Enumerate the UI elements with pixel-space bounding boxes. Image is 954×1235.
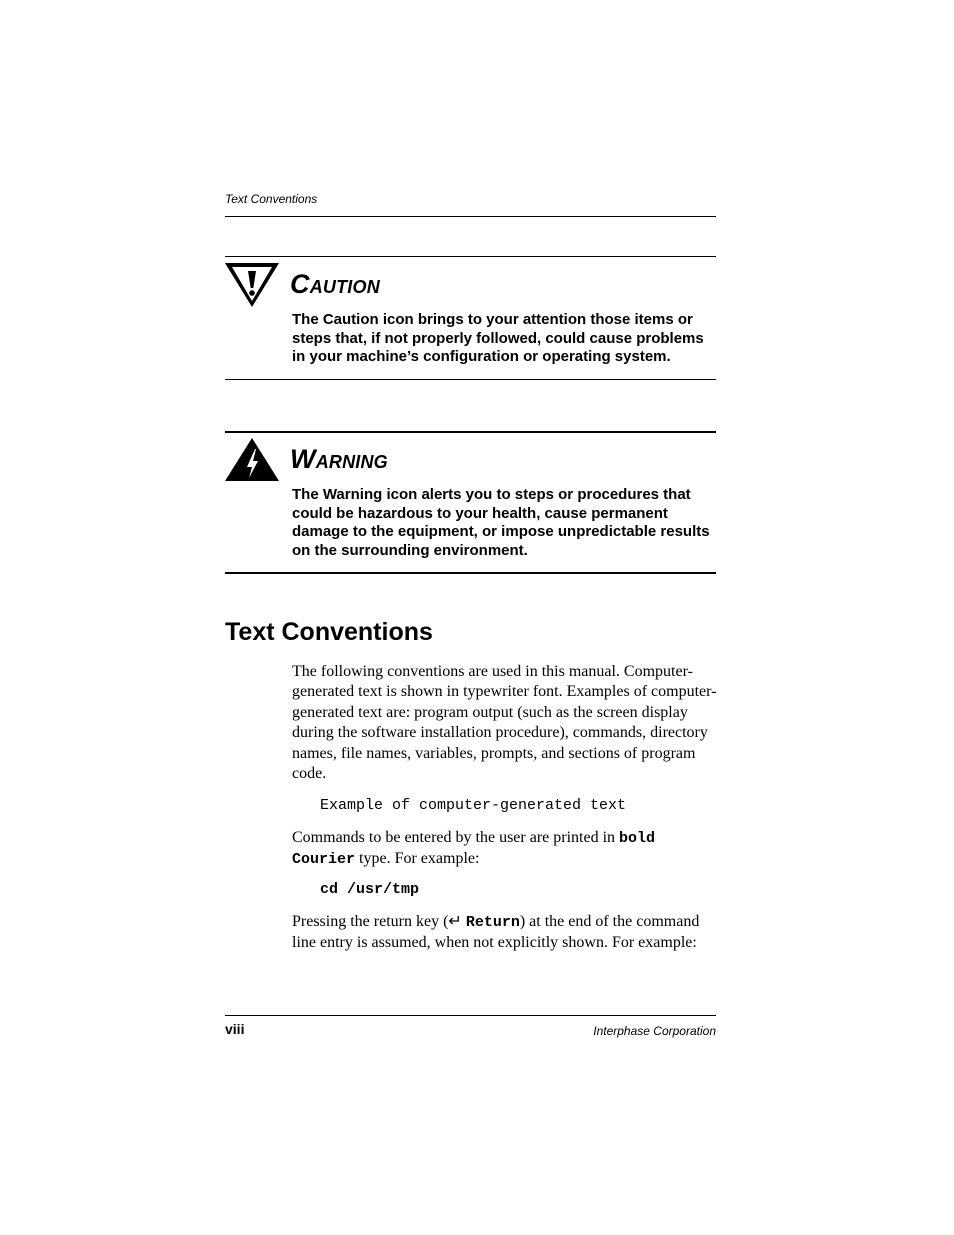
footer-rule (225, 1015, 716, 1016)
caution-body: The Caution icon brings to your attention those items or steps that, if not properly followed, could cause problems in your machine’s configuration or operating system. (292, 311, 704, 366)
running-header-title: Text Conventions (225, 192, 318, 206)
caution-icon (224, 262, 280, 308)
caution-bottom-rule (225, 379, 716, 380)
header-rule (225, 216, 716, 217)
caution-top-rule (225, 256, 716, 257)
warning-top-rule (225, 431, 716, 433)
page-number: viii (225, 1021, 245, 1037)
warning-title: WARNING (290, 444, 388, 474)
intro-paragraph: The following conventions are used in this manual. Computer-generated text is shown in typewriter font. Examples of computer-generated text are: program output (such as the screen display during the software installation procedure), commands, directory names, file names, variables, prompts, and sections of program code. (292, 663, 717, 783)
footer-company: Interphase Corporation (593, 1024, 716, 1038)
section-heading: Text Conventions (225, 618, 433, 646)
caution-title: CAUTION (290, 269, 380, 299)
warning-bottom-rule (225, 572, 716, 574)
lightning-bolt-icon (224, 437, 280, 482)
bold-courier-paragraph: Commands to be entered by the user are printed in bold Courier type. For example: (292, 829, 656, 869)
return-key-paragraph: Pressing the return key (↵ Return) at the end of the command line entry is assumed, when not explicitly shown. For example: (292, 913, 700, 952)
example-computer-text: Example of computer-generated text (320, 797, 627, 814)
return-key-icon: ↵ (448, 913, 462, 930)
warning-body: The Warning icon alerts you to steps or procedures that could be hazardous to your health, cause permanent damage to the equipment, or impose unpredictable results on the surrounding environment. (292, 486, 710, 559)
example-command: cd /usr/tmp (320, 881, 420, 898)
